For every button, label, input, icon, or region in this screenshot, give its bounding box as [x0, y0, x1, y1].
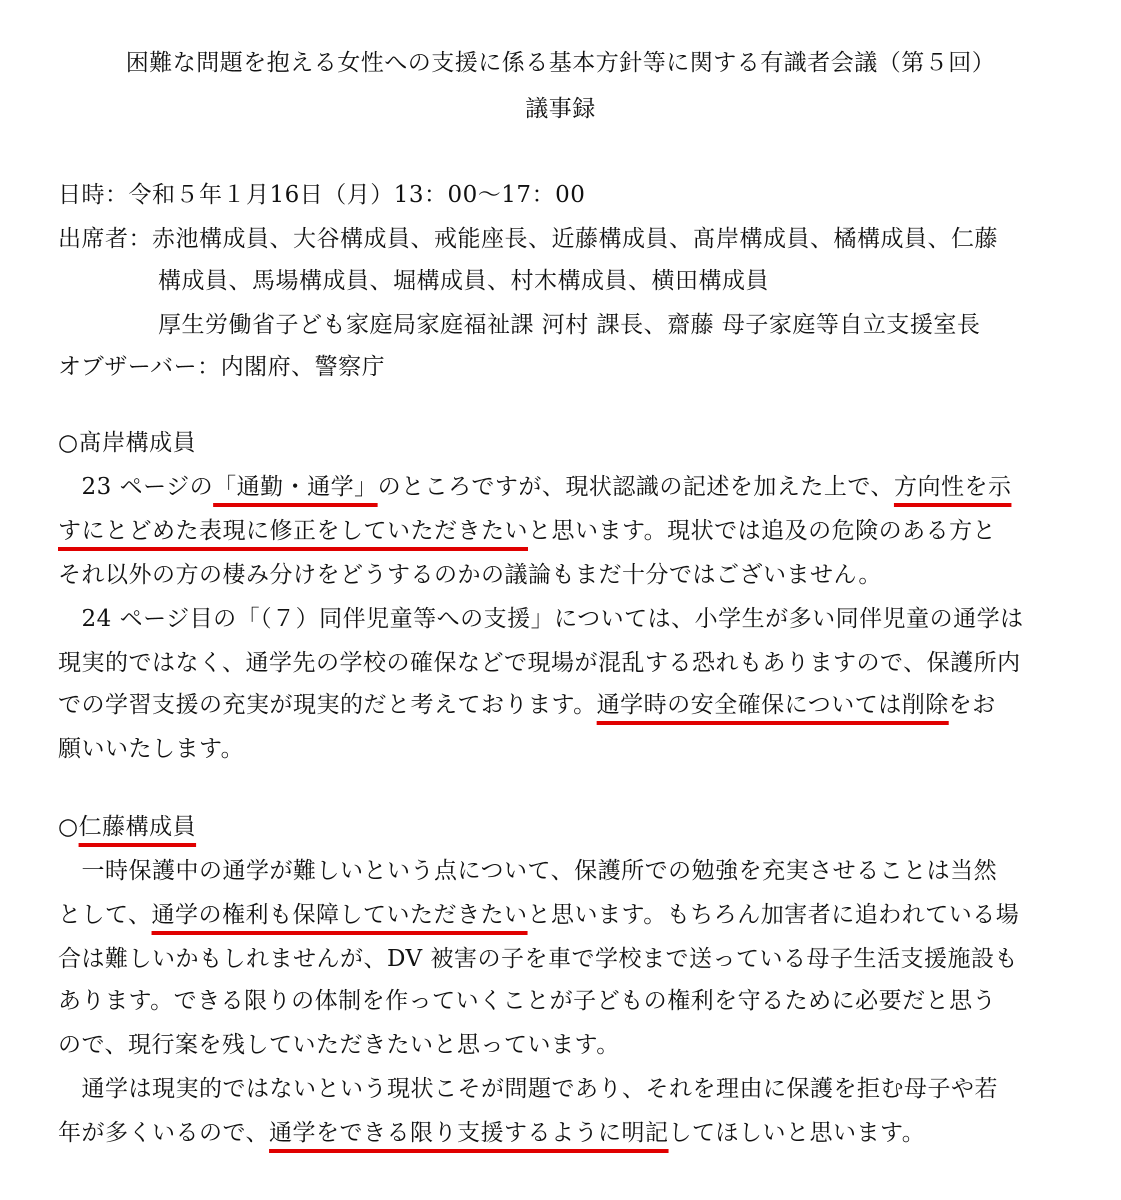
document-title: 困難な問題を抱える女性への支援に係る基本方針等に関する有識者会議（第５回） — [125, 50, 996, 76]
highlighted-phrase: 「通勤・通学」 — [213, 474, 378, 500]
speaker-heading-nito: ○仁藤構成員 — [58, 814, 197, 840]
highlighted-phrase: 通学の権利も保障していただきたい — [151, 902, 528, 928]
paragraph-line: 現実的ではなく、通学先の学校の確保などで現場が混乱する恐れもありますので、保護所内 — [58, 650, 1021, 676]
paragraph-line: ので、現行案を残していただきたいと思っています。 — [58, 1032, 620, 1058]
document-subtitle: 議事録 — [525, 96, 596, 122]
paragraph-line: での学習支援の充実が現実的だと考えております。通学時の安全確保については削除をお — [58, 692, 996, 718]
paragraph-line: 年が多くいるので、通学をできる限り支援するように明記してほしいと思います。 — [58, 1120, 926, 1146]
paragraph-line: として、通学の権利も保障していただきたいと思います。もちろん加害者に追われている場 — [58, 902, 1020, 928]
paragraph-line: すにとどめた表現に修正をしていただきたいと思います。現状では追及の危険のある方と — [58, 518, 997, 544]
highlighted-phrase: 仁藤構成員 — [78, 814, 197, 840]
observers-line: オブザーバー：内閣府、警察庁 — [58, 354, 386, 380]
highlighted-phrase: 方向性を示 — [893, 474, 1012, 500]
paragraph-line: あります。できる限りの体制を作っていくことが子どもの権利を守るために必要だと思う — [58, 988, 997, 1014]
paragraph-line: 通学は現実的ではないという現状こそが問題であり、それを理由に保護を拒む母子や若 — [58, 1076, 998, 1102]
paragraph-line: 一時保護中の通学が難しいという点について、保護所での勉強を充実させることは当然 — [58, 858, 998, 884]
attendees-line-3: 厚生労働省子ども家庭局家庭福祉課 河村 課長、齋藤 母子家庭等自立支援室長 — [158, 312, 981, 338]
paragraph-line: 願いいたします。 — [58, 736, 245, 762]
attendees-line-1: 出席者：赤池構成員、大谷構成員、戒能座長、近藤構成員、髙岸構成員、橘構成員、仁藤 — [58, 226, 998, 252]
paragraph-line: 24 ページ目の「（７）同伴児童等への支援」については、小学生が多い同伴児童の通学は — [58, 606, 1024, 632]
attendees-line-2: 構成員、馬場構成員、堀構成員、村木構成員、横田構成員 — [158, 268, 769, 294]
highlighted-phrase: 通学時の安全確保については削除 — [596, 692, 949, 718]
paragraph-line: それ以外の方の棲み分けをどうするのかの議論もまだ十分ではございません。 — [58, 562, 882, 588]
highlighted-phrase: 通学をできる限り支援するように明記 — [269, 1120, 669, 1146]
speaker-heading-takagishi: ○髙岸構成員 — [58, 430, 197, 456]
highlighted-phrase: すにとどめた表現に修正をしていただきたい — [58, 518, 528, 544]
meeting-datetime: 日時：令和５年１月16日（月）13：00～17：00 — [58, 182, 586, 208]
paragraph-line: 23 ページの「通勤・通学」のところですが、現状認識の記述を加えた上で、方向性を示 — [58, 474, 1012, 500]
paragraph-line: 合は難しいかもしれませんが、DV 被害の子を車で学校まで送っている母子生活支援施設も — [58, 946, 1018, 972]
